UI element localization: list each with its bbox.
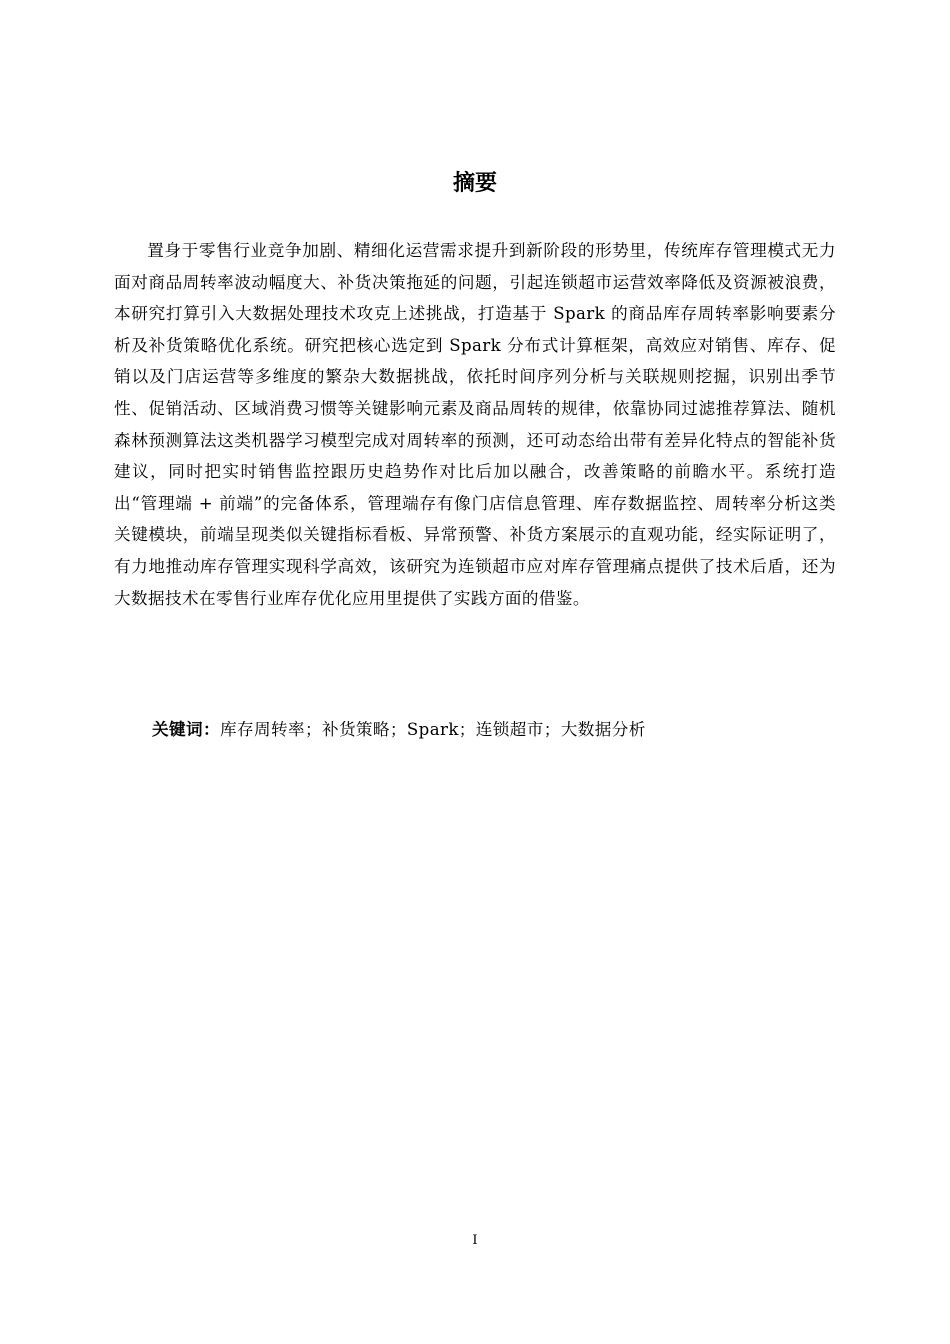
page-title: 摘要 [452, 171, 497, 196]
abstract-paragraph: 置身于零售行业竞争加剧、精细化运营需求提升到新阶段的形势里，传统库存管理模式无力面对商品周转率波动幅度大、补货决策拖延的问题，引起连锁超市运营效率降低及资源被浪费，本研究打算引入大数据处理技术攻克上述挑战，打造基于 Spark 的商品库存周转率影响要素分析及补货策略优化系统。研究把核心选定到 Spark 分布式计算框架，高效应对销售、库存、促销以及门店运营等多维度的繁杂大数据挑战，依托时间序列分析与关联规则挖掘，识别出季节性、促销活动、区域消费习惯等关键影响元素及商品周转的规律，依靠协同过滤推荐算法、随机森林预测算法这类机器学习模型完成对周转率的预测，还可动态给出带有差异化特点的智能补货建议，同时把实时销售监控跟历史趋势作对比后加以融合，改善策略的前瞻水平。系统打造出“管理端 + 前端”的完备体系，管理端存有像门店信息管理、库存数据监控、周转率分析这类关键模块，前端呈现类似关键指标看板、异常预警、补货方案展示的直观功能，经实际证明了，有力地推动库存管理实现科学高效，该研究为连锁超市应对库存管理痛点提供了技术后盾，还为大数据技术在零售行业库存优化应用里提供了实践方面的借鉴。 [114, 241, 836, 608]
keywords-line [152, 714, 842, 746]
keywords-label: 关键词： [152, 720, 220, 739]
page-number: I [472, 1233, 478, 1248]
keywords-text: 库存周转率；补货策略；Spark；连锁超市；大数据分析 [219, 720, 646, 739]
